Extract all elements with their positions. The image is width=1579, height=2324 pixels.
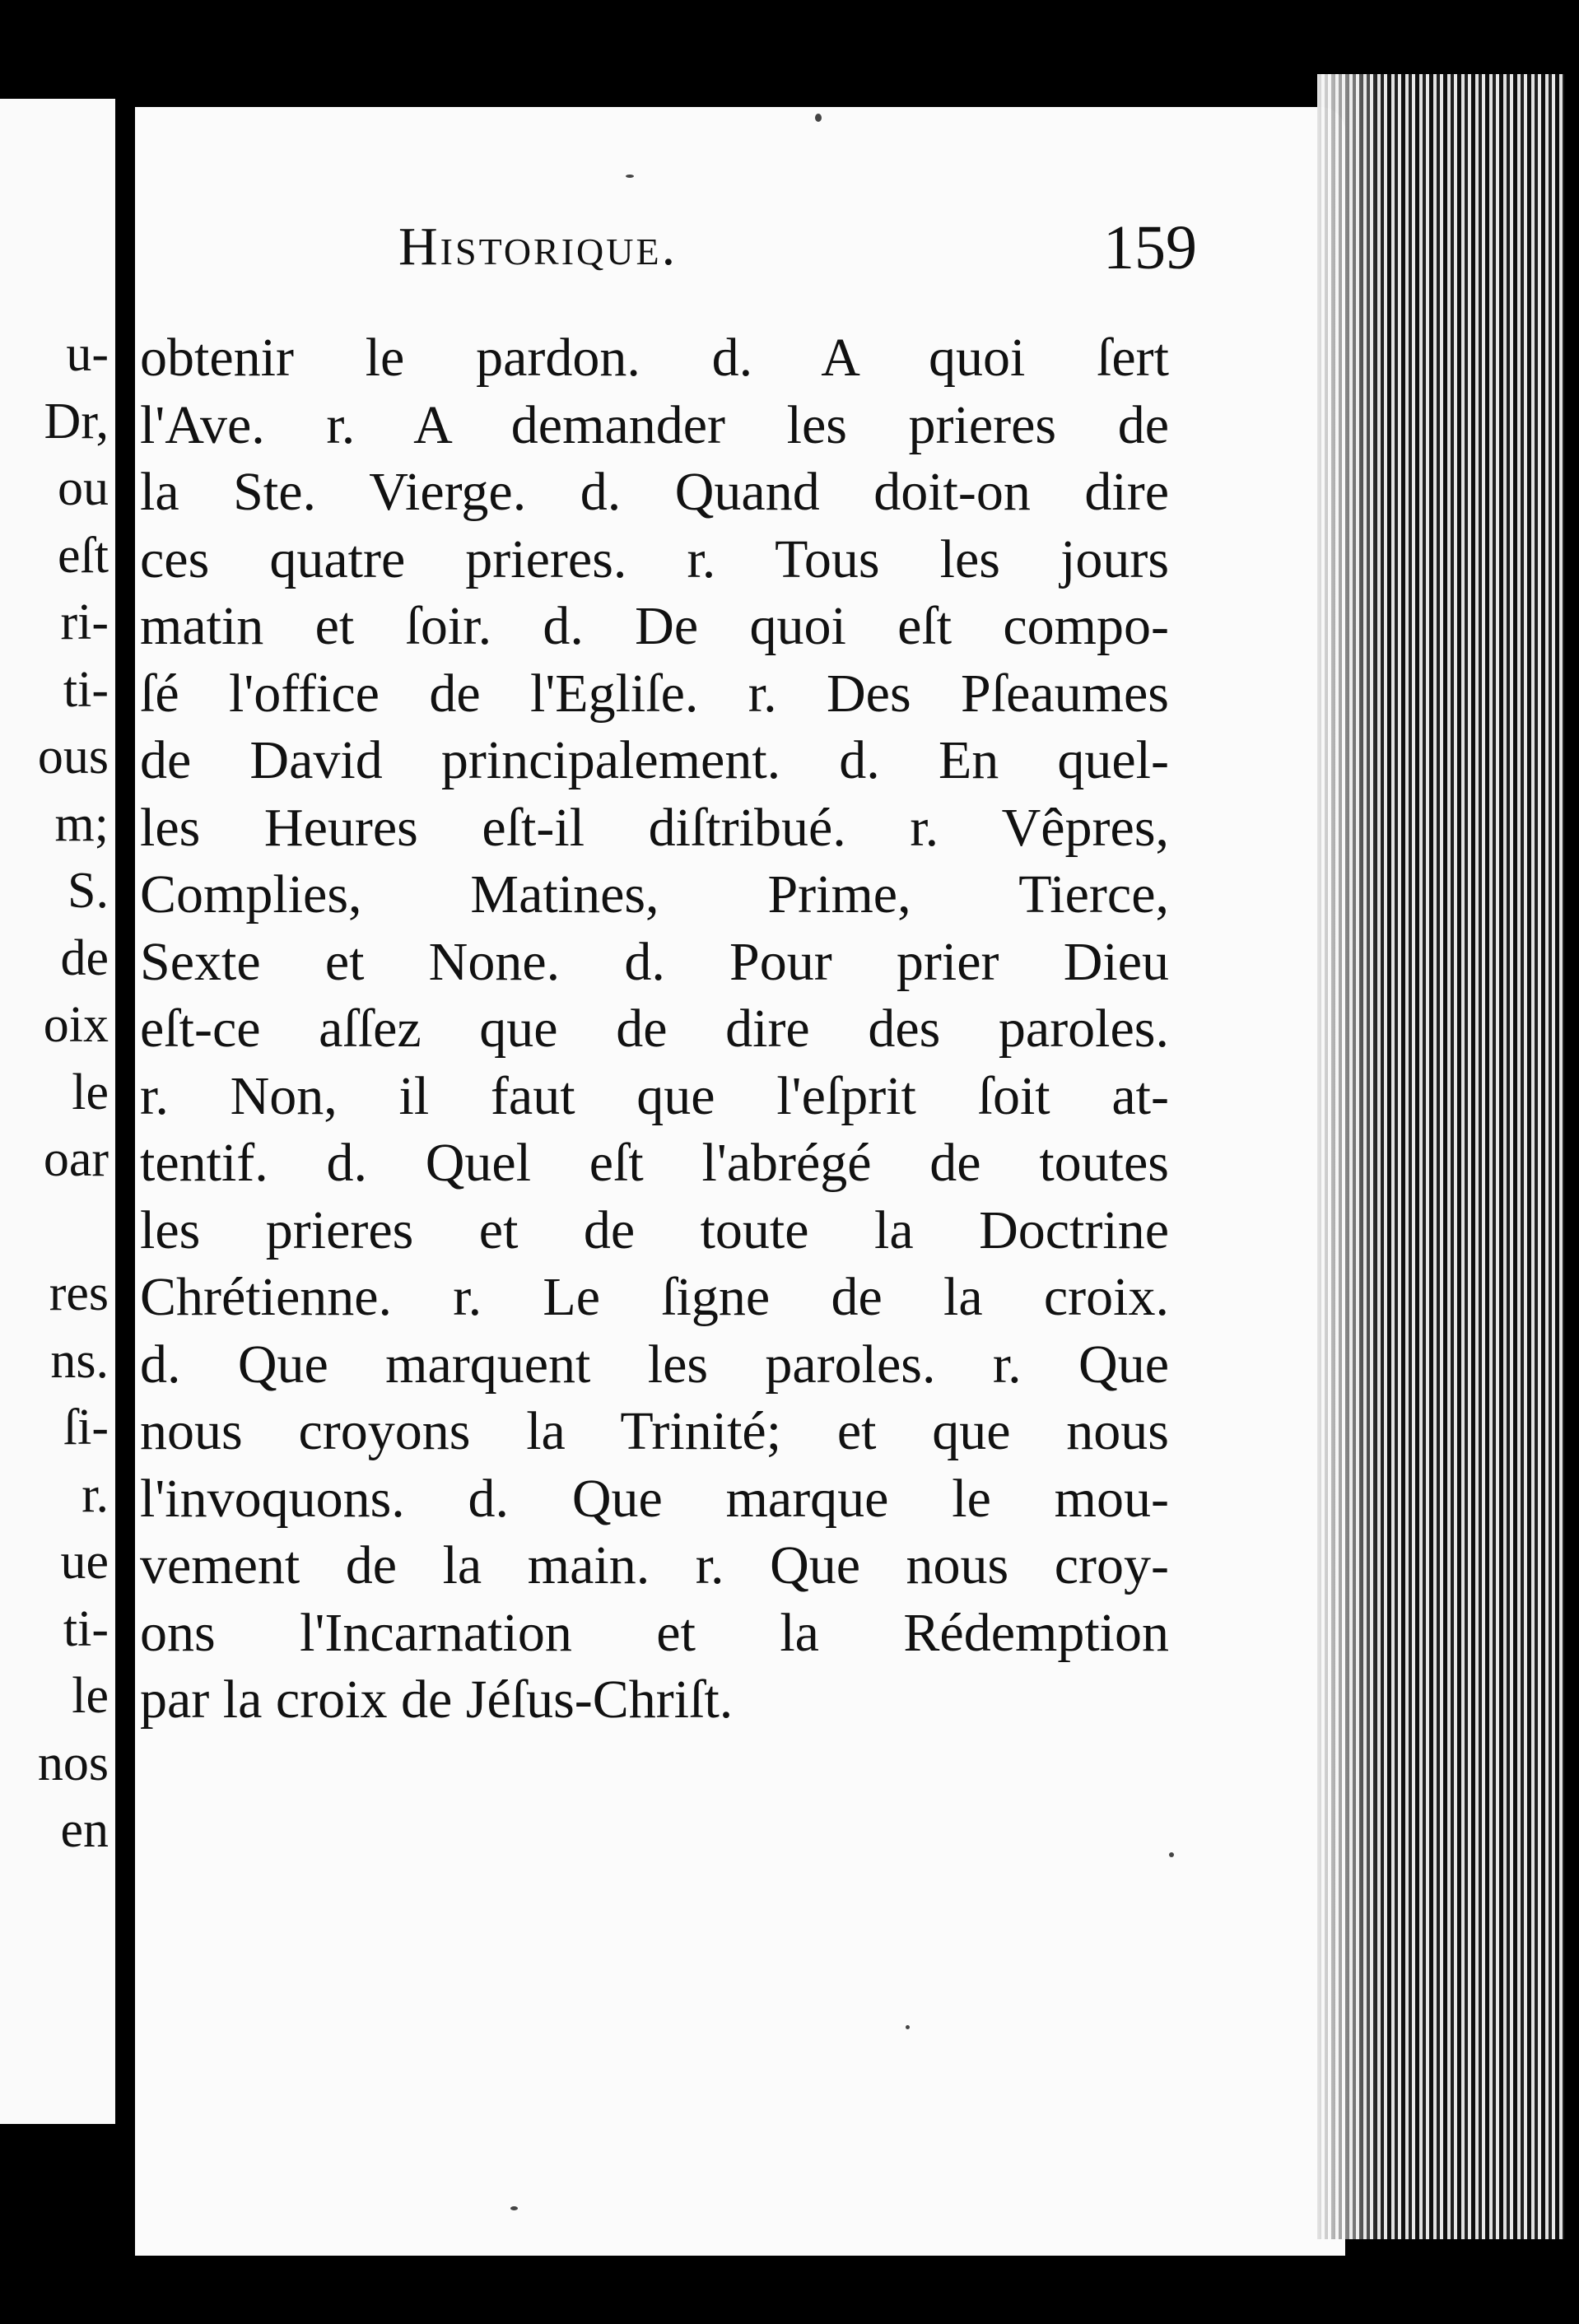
- previous-page-fragment: oix: [43, 997, 109, 1053]
- text-line: vement de la main. r. Que nous croy-: [140, 1535, 1169, 1595]
- previous-page-fragment: le: [72, 1668, 109, 1724]
- text-line: matin et ſoir. d. De quoi eſt compo-: [140, 596, 1169, 656]
- previous-page-fragment: [0, 1194, 115, 1261]
- previous-page-fragment: ou: [58, 460, 109, 516]
- page-header: [135, 213, 1197, 298]
- text-line: r. Non, il faut que l'eſprit ſoit at-: [140, 1065, 1169, 1126]
- previous-page-fragment: nos: [37, 1735, 109, 1791]
- scan-speckle: [626, 175, 634, 178]
- previous-page-fragment: Dr,: [44, 393, 109, 449]
- text-line: ons l'Incarnation et la Rédemption: [140, 1602, 1169, 1663]
- scan-speckle: [1169, 1852, 1174, 1857]
- text-line: l'invoquons. d. Que marque le mou-: [140, 1468, 1169, 1529]
- previous-page-fragments: [0, 321, 115, 1865]
- previous-page-fragment: r.: [82, 1466, 109, 1523]
- text-line: de David principalement. d. En quel-: [140, 730, 1169, 790]
- running-title: Historique.: [398, 217, 678, 277]
- previous-page-fragment: S.: [68, 863, 109, 919]
- previous-page-fragment: ri-: [60, 594, 109, 650]
- text-line: par la croix de Jéſus-Chriſt.: [140, 1670, 734, 1730]
- text-line: obtenir le pardon. d. A quoi ſert: [140, 328, 1169, 388]
- text-line: Sexte et None. d. Pour prier Dieu: [140, 931, 1169, 992]
- previous-page-fragment: oar: [43, 1131, 109, 1187]
- previous-page-fragment: ous: [37, 729, 109, 785]
- page-number: 159: [1103, 213, 1197, 282]
- page-body-text: [140, 324, 1169, 1734]
- previous-page-fragment: m;: [54, 795, 109, 852]
- previous-page-fragment: ti-: [63, 661, 109, 718]
- text-line: eſt-ce aſſez que de dire des paroles.: [140, 999, 1169, 1059]
- previous-page-fragment: ns.: [50, 1332, 109, 1389]
- text-line: Chrétienne. r. Le ſigne de la croix.: [140, 1267, 1169, 1327]
- text-line: d. Que marquent les paroles. r. Que: [140, 1334, 1169, 1395]
- previous-page-fragment: u-: [66, 326, 109, 382]
- text-line: ſé l'office de l'Egliſe. r. Des Pſeaumes: [140, 663, 1169, 724]
- previous-page-fragment: de: [60, 929, 109, 986]
- previous-page-fragment: ſi-: [63, 1400, 109, 1455]
- previous-page-fragment: le: [72, 1064, 109, 1120]
- text-line: Complies, Matines, Prime, Tierce,: [140, 864, 1169, 924]
- text-line: les Heures eſt-il diſtribué. r. Vêpres,: [140, 797, 1169, 858]
- text-line: les prieres et de toute la Doctrine: [140, 1199, 1169, 1260]
- scan-speckle: [906, 2025, 910, 2029]
- fore-edge-shadow: [1317, 74, 1383, 2239]
- scan-speckle: [815, 114, 822, 122]
- text-line: ces quatre prieres. r. Tous les jours: [140, 529, 1169, 589]
- previous-page-fragment: eſt: [58, 527, 109, 584]
- scan-speckle: [510, 2206, 518, 2210]
- text-line: tentif. d. Quel eſt l'abrégé de toutes: [140, 1133, 1169, 1193]
- book-gutter: [115, 99, 135, 2124]
- previous-page-fragment: en: [60, 1802, 109, 1858]
- previous-page-fragment: ti-: [63, 1600, 109, 1657]
- previous-page-fragment: ue: [60, 1534, 109, 1590]
- text-line: l'Ave. r. A demander les prieres de: [140, 394, 1169, 455]
- text-line: la Ste. Vierge. d. Quand doit-on dire: [140, 462, 1169, 522]
- text-line: nous croyons la Trinité; et que nous: [140, 1401, 1169, 1461]
- previous-page-fragment: res: [49, 1265, 109, 1321]
